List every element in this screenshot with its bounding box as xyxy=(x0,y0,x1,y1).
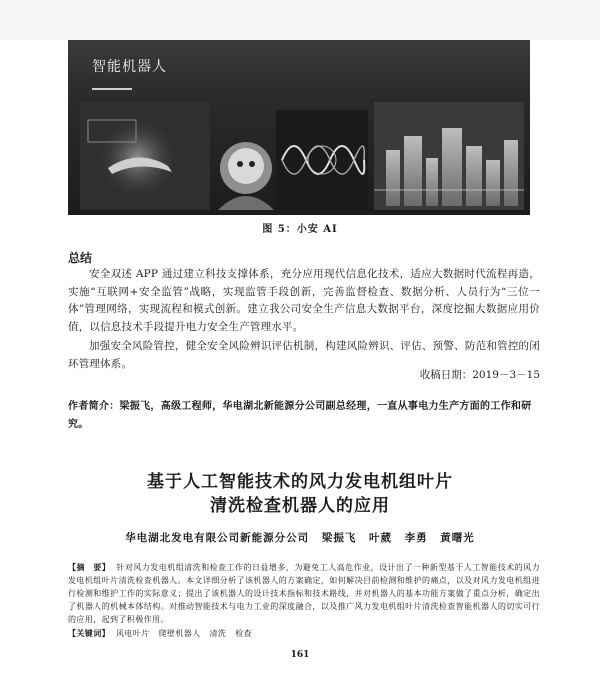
keywords-text: 风电叶片 爬壁机器人 清洗 检查 xyxy=(116,629,253,638)
figure-caption: 图 5：小安 AI xyxy=(262,224,338,235)
building-6 xyxy=(486,160,500,206)
keywords xyxy=(68,628,540,639)
abstract-label: 【摘 要】 xyxy=(68,562,111,572)
robot-eye-right xyxy=(249,161,255,167)
summary-paragraph-2: 加强安全风险管控，健全安全风险辨识评估机制，构建风险辨识、评估、预警、防范和管控的闭环管理体系。 xyxy=(68,340,540,370)
page-top-margin xyxy=(0,0,600,40)
building-7 xyxy=(504,140,518,206)
building-4 xyxy=(442,128,462,206)
received-date: 收稿日期：2019－3－15 xyxy=(419,369,540,381)
robot-eye-left xyxy=(237,161,243,167)
robot-face-shape xyxy=(228,148,264,184)
summary-heading: 总结 xyxy=(68,251,93,265)
abstract-text: 针对风力发电机组清洗和检查工作的日益增多，为避免工人高危作业，设计出了一种新型基于人工智能技术的风力发电机组叶片清洗检查机器人。本文详细分析了该机器人的方案确定，如何解决目前检测和维护的痛点，以及对风力发电机组进行检测和维护工作的实际意义；提出了该机器人的设计技术指标和技术路线，并对机器人的基本功能方案做了重点分析，确定出了机器人的机械本体结构。对推动智能技术与电力工业的深度融合，以及推广风力发电机组叶片清洗检查智能机器人的切实可行的应用，起到了积极作用。 xyxy=(68,563,540,624)
figure-banner xyxy=(68,40,530,215)
summary-paragraph-1: 安全双述 APP 通过建立科技支撑体系，充分应用现代信息化技术，适应大数据时代流程再造，实施“互联网+安全监管”战略，实现监管手段创新，完善监督检查、数据分析、人员行为“三位一体”管理网络，实现流程和模式创新。建立我公司安全生产信息大数据平台，深度挖掘大数据应用价值，以信息技术手段提升电力安全生产管理水平。 xyxy=(68,268,540,333)
article-authors: 华电湖北发电有限公司新能源分公司 梁振飞 叶葳 李勇 黄曙光 xyxy=(125,532,475,544)
building-3 xyxy=(426,158,438,206)
building-2 xyxy=(404,136,422,206)
figure-banner-rule xyxy=(92,88,132,90)
abstract xyxy=(68,561,540,626)
article-title xyxy=(0,470,600,518)
page-number: 161 xyxy=(290,650,310,660)
building-5 xyxy=(466,146,482,206)
robot-body-shape xyxy=(218,196,274,210)
keywords-label: 【关键词】 xyxy=(68,628,110,638)
building-1 xyxy=(386,150,400,206)
article-title-line-1: 基于人工智能技术的风力发电机组叶片 xyxy=(147,472,453,492)
author-bio: 作者简介：梁振飞，高级工程师，华电湖北新能源分公司副总经理，一直从事电力生产方面的工作和研究。 xyxy=(68,401,532,430)
article-title-line-2: 清洗检查机器人的应用 xyxy=(210,496,390,516)
figure-banner-title: 智能机器人 xyxy=(92,59,167,75)
